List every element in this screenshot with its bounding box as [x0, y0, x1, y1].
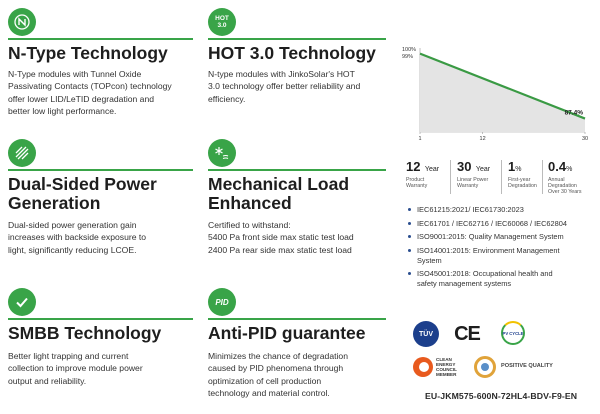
y-tick-label: 100%	[402, 47, 417, 53]
cert-item: ISO45001:2018: Occupational health and safety management systems	[408, 269, 596, 288]
stat-linear-warranty: 30 Year Linear Power Warranty	[457, 159, 491, 190]
stat-product-warranty: 12 Year Product Warranty	[406, 159, 440, 190]
feature-description: N-type modules with JinkoSolar's HOT 3.0 technology offer better reliability and efficiency.	[208, 69, 361, 104]
hot-3-icon: HOT 3.0	[208, 8, 236, 36]
clean-energy-council-logo: CLEAN ENERGY COUNCIL MEMBER	[413, 355, 469, 381]
cert-item: ISO9001:2015: Quality Management System	[408, 232, 596, 241]
feature-smbb	[8, 288, 193, 408]
model-number: EU-JKM575-600N-72HL4-BDV-F9-EN	[425, 391, 578, 401]
feature-mechanical-load	[208, 139, 386, 264]
warranty-area	[420, 54, 585, 132]
ce-logo: CE	[454, 322, 480, 345]
end-value-label: 87.4%	[564, 109, 583, 117]
dual-sided-icon	[8, 139, 36, 167]
feature-dual-sided	[8, 139, 193, 264]
feature-title: Anti-PID guarantee	[208, 323, 366, 343]
feature-title: Mechanical Load Enhanced	[208, 174, 350, 213]
bullet-icon	[408, 249, 411, 252]
cert-item: IEC61701 / IEC62716 / IEC60068 / IEC62804	[408, 219, 596, 228]
stat-first-year-degradation: 1% First-year Degradation	[508, 159, 537, 190]
n-type-icon	[8, 8, 36, 36]
smbb-icon	[8, 288, 36, 316]
feature-title: HOT 3.0 Technology	[208, 43, 376, 63]
feature-divider	[208, 38, 386, 40]
feature-description: Dual-sided power generation gain increases with backside exposure to light, significantly reducing LCOE.	[8, 220, 147, 255]
stat-divider	[501, 160, 502, 194]
feature-n-type	[8, 8, 193, 128]
bullet-icon	[408, 222, 411, 225]
feature-anti-pid	[208, 288, 386, 408]
cert-item: IEC61215:2021/ IEC61730:2023	[408, 205, 596, 214]
feature-title: Dual-Sided Power Generation	[8, 174, 157, 213]
certification-list	[408, 205, 596, 292]
snowflake-wind-icon	[208, 139, 236, 167]
feature-title: SMBB Technology	[8, 323, 162, 343]
pv-cycle-logo: PV CYCLE	[496, 321, 530, 347]
anti-pid-icon: PID	[208, 288, 236, 316]
bullet-icon	[408, 208, 411, 211]
feature-divider	[208, 318, 386, 320]
tuv-logo: TÜV	[413, 321, 439, 347]
x-tick-label: 30	[581, 136, 589, 142]
x-tick-label: 1	[418, 136, 422, 142]
stat-annual-degradation: 0.4% Annual Degradation Over 30 Years	[548, 159, 582, 196]
feature-divider	[208, 169, 386, 171]
x-tick-label: 12	[479, 136, 486, 142]
warranty-chart	[400, 42, 592, 150]
feature-divider	[8, 169, 193, 171]
cert-item: ISO14001:2015: Environment Management System	[408, 246, 596, 265]
bullet-icon	[408, 235, 411, 238]
positive-quality-logo: POSITIVE QUALITY	[474, 355, 564, 381]
feature-hot-3	[208, 8, 386, 128]
warranty-stats	[406, 158, 596, 202]
feature-description: Certified to withstand: 5400 Pa front side max static test load 2400 Pa rear side max static test load	[208, 220, 354, 255]
feature-description: N-Type modules with Tunnel Oxide Passivating Contacts (TOPcon) technology offer lower LID/LeTID degradation and better low light performance.	[8, 69, 172, 117]
feature-divider	[8, 318, 193, 320]
bullet-icon	[408, 272, 411, 275]
feature-title: N-Type Technology	[8, 43, 168, 63]
stat-divider	[542, 160, 543, 194]
feature-description: Minimizes the chance of degradation caused by PID phenomena through optimization of cell production technology and material control.	[208, 351, 348, 399]
stat-divider	[450, 160, 451, 194]
y-tick-label: 99%	[402, 54, 414, 60]
feature-description: Better light trapping and current collection to improve module power output and reliability.	[8, 351, 143, 386]
feature-divider	[8, 38, 193, 40]
